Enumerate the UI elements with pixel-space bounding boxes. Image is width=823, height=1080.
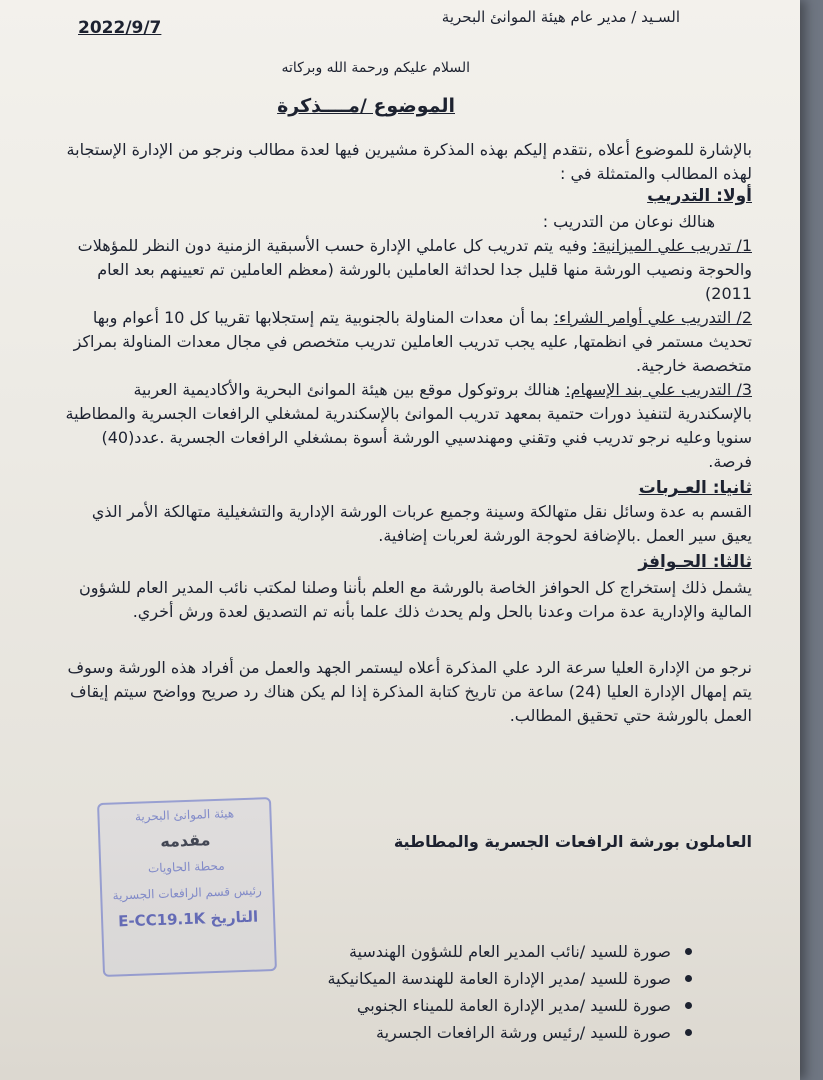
cc-list [52, 938, 752, 1046]
incentives-paragraph: يشمل ذلك إستخراج كل الحوافز الخاصة بالورشة مع العلم بأننا وصلنا لمكتب نائب المدير العام للشؤون المالية والإدارية عدة مرات وعدنا بالحل ولم يحدث ذلك علما بأنه تم التصديق لعدة ورش أخري. [78, 578, 752, 621]
stamp-date [103, 903, 274, 935]
vehicles-paragraph: القسم به عدة وسائل نقل متهالكة وسينة وجميع عربات الورشة الإدارية والتشغيلية متهالكة الأمر الذي يعيق سير العمل .بالإضافة لحوجة الورشة لعربات إضافية. [91, 502, 752, 545]
subject-line: الموضوع /مــــذكرة [277, 95, 455, 117]
section-heading-training: أولا: التدريب [647, 186, 752, 206]
bullet-icon [685, 948, 692, 955]
stamp-line: رئيس قسم الرافعات الجسرية [112, 883, 263, 903]
training-item-text: هنالك بروتوكول موقع بين هيئة الموانئ البحرية والأكاديمية العربية بالإسكندرية لتنفيذ دورات حتمية بمعهد تدريب الموانئ بالإسكندرية لمشغلي الرافعات الجسرية والمطاطية سنويا وعليه نرجو تدريب فني وتقني ومهندسيي الورشة أسوة بمشغلي الرافعات الجسرية .عدد(40) فرصة. [65, 380, 752, 471]
greeting: السلام عليكم ورحمة الله وبركاته [281, 60, 470, 76]
training-types-intro: هنالك نوعان من التدريب : [542, 212, 715, 231]
training-item-title: 2/ التدريب علي أوامر الشراء: [553, 308, 752, 327]
presented-by-label: مقدمه [159, 830, 211, 851]
section-heading-incentives: ثالثا: الحـوافز [638, 552, 752, 572]
bullet-icon [685, 1029, 692, 1036]
section-heading-vehicles: ثانيا: العـربات [638, 478, 752, 498]
cc-item: صورة للسيد /رئيس ورشة الرافعات الجسرية [52, 1019, 752, 1046]
training-item-text: وفيه يتم تدريب كل عاملي الإدارة حسب الأسبقية الزمنية دون النظر للمؤهلات والحوجة ونصيب الورشة منها قليل جدا لحداثة العاملين بالورشة (معظم العاملين تم تعيينهم بعد العام 2011) [77, 236, 752, 303]
stamp-line: محطة الحاويات [147, 858, 225, 876]
training-item-budget [62, 234, 752, 306]
training-item-contribution [62, 378, 752, 474]
stamp-date-value: E-CC19.1K [117, 909, 206, 931]
addressee: السـيد / مدير عام هيئة الموانئ البحرية [441, 8, 680, 26]
cc-item: صورة للسيد /مدير الإدارة العامة للهندسة الميكانيكية [52, 965, 752, 992]
training-item-title: 1/ تدريب علي الميزانية: [592, 236, 752, 255]
stamp-line: هيئة الموانئ البحرية [134, 806, 235, 824]
signature-line: العاملون بورشة الرافعات الجسرية والمطاطية [393, 832, 752, 851]
bullet-icon [685, 975, 692, 982]
cc-item: صورة للسيد /مدير الإدارة العامة للميناء الجنوبي [52, 992, 752, 1019]
document-date: 2022/9/7 [78, 18, 162, 38]
intro-paragraph: بالإشارة للموضوع أعلاه ,نتقدم إليكم بهذه المذكرة مشيرين فيها لعدة مطالب ونرجو من الإدارة الإستجابة لهذه المطالب والمتمثلة في : [66, 140, 752, 183]
training-item-purchase-orders [62, 306, 752, 378]
training-item-title: 3/ التدريب علي بند الإسهام: [565, 380, 752, 399]
training-item-text: بما أن معدات المناولة بالجنوبية يتم إستجلابها تقريبا كل 10 أعوام وبها تحديث مستمر في انظمتها, عليه يجب تدريب العاملين تدريب متخصص في مجال معدات المناولة بمراكز متخصصة خارجية. [73, 308, 752, 375]
stamp-date-label: التاريخ [210, 907, 259, 928]
cc-item: صورة للسيد /نائب المدير العام للشؤون الهندسية [52, 938, 752, 965]
closing-paragraph: نرجو من الإدارة العليا سرعة الرد علي المذكرة أعلاه ليستمر الجهد والعمل من أفراد هذه الورشة وسوف يتم إمهال الإدارة العليا (24) ساعة من تاريخ كتابة المذكرة إذا لم يكن هناك رد صريح وواضح سيتم إيقاف العمل بالورشة حتي تحقيق المطالب. [67, 658, 752, 725]
bullet-icon [685, 1002, 692, 1009]
